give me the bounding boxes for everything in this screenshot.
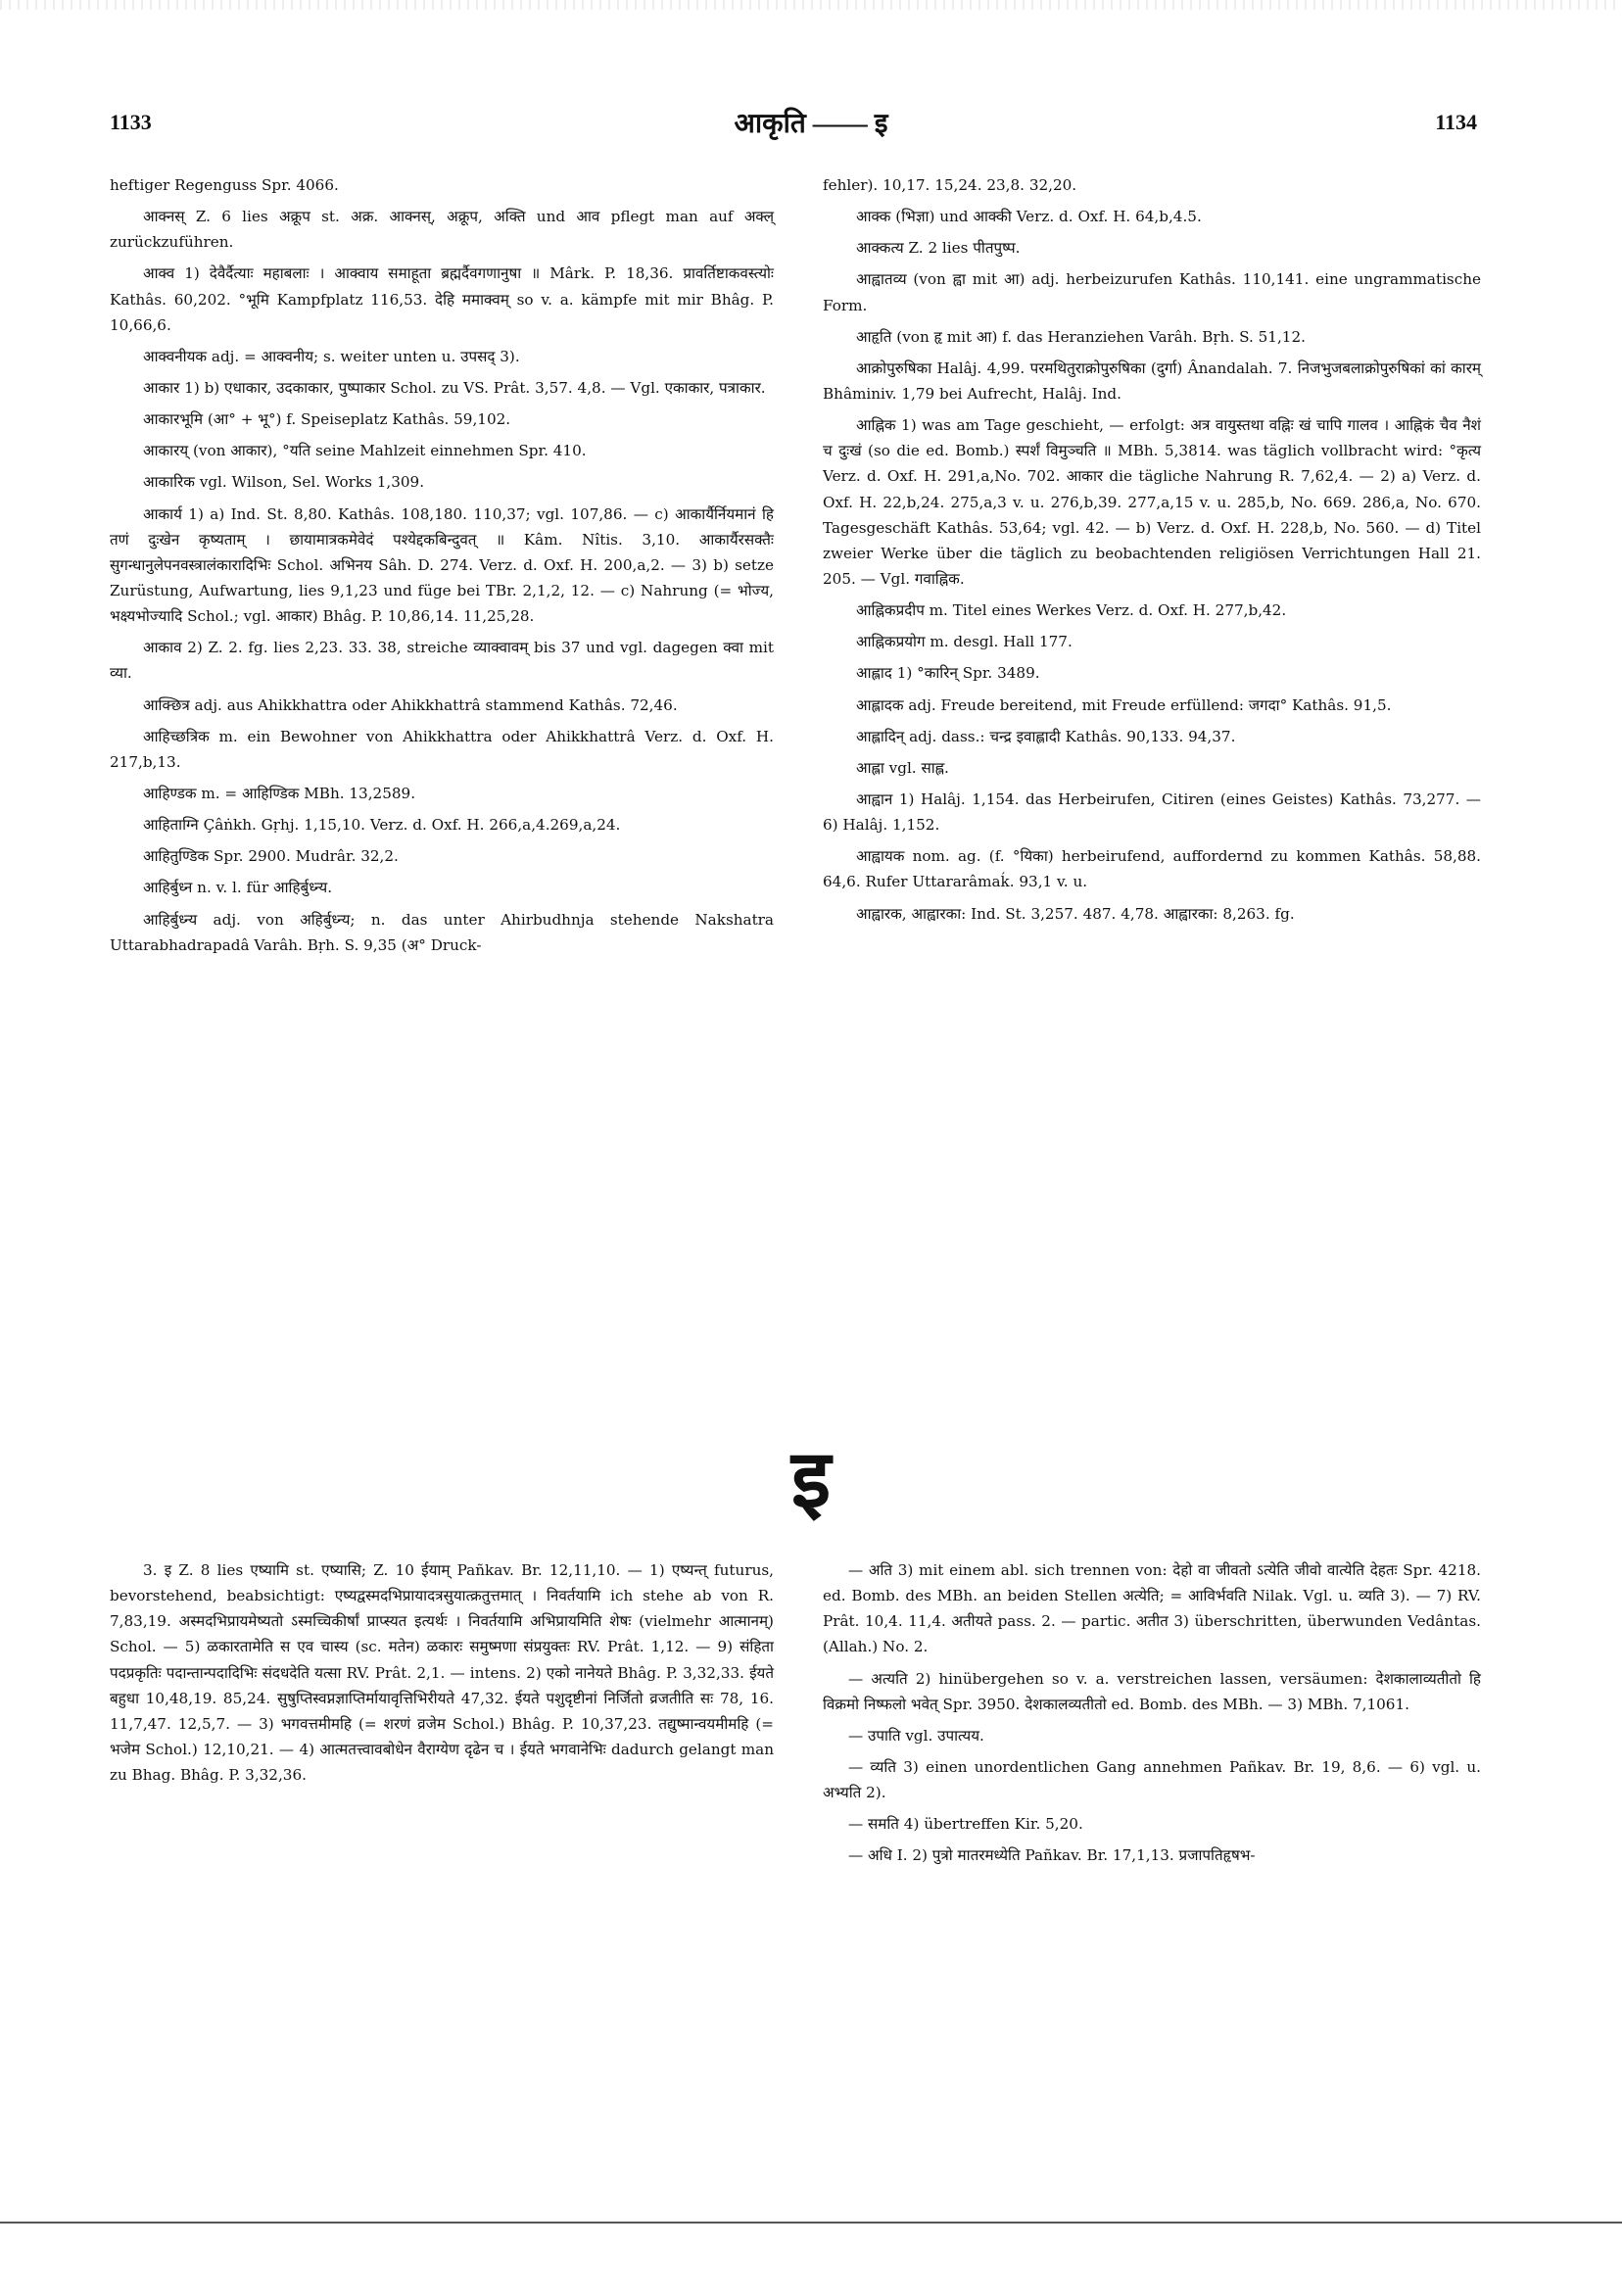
dictionary-entry: आक्नस् Z. 6 lies अक्रूप st. अक्र. आक्नस्, अक्रूप, अक्ति und आव pflegt man auf अक्ल् zurückzuführen. [110, 208, 774, 252]
column-right-bottom [823, 1557, 1481, 1875]
dictionary-entry: आह्लाद 1) °कारिन् Spr. 3489. [856, 664, 1040, 683]
dictionary-entry: आहृति (von हृ mit आ) f. das Heranziehen Varâh. Bṛh. S. 51,12. [856, 327, 1306, 346]
dictionary-entry: आह्वारक, आह्वारका: Ind. St. 3,257. 487. 4,78. आह्वारका: 8,263. fg. [856, 904, 1295, 923]
dictionary-entry: आक्कत्य Z. 2 lies पीतपुष्प. [856, 239, 1021, 258]
dictionary-entry: 3. इ Z. 8 lies एष्यामि st. एष्यासि; Z. 10 ईयाम् Pañkav. Br. 12,11,10. — 1) एष्यन्त् futurus, bevorstehend, beabsichtigt: एष्यद्वस्मदभिप्रायादत्रसुयात्क्रतुत्तमात् । निवर्तयामि ich stehe ab von R. 7,83,19. अस्मदभिप्रायमेष्यतो ऽस्मच्चिकीर्षां प्राप्स्यत इत्यर्थः । निवर्तयामि अभिप्रायमिति शेषः (vielmehr आत्मानम्) Schol. — 5) ळकारतामेति स एव चास्य (sc. मतेन) ळकारः समुष्मणा संप्रयुक्तः RV. Prât. 1,12. — 9) संहिता पदप्रकृतिः पदान्तान्पदादिभिः संदधदेति यत्सा RV. Prât. 2,1. — intens. 2) एको नानेयते Bhâg. P. 3,32,33. ईयते बहुधा 10,48,19. 85,24. सुषुप्तिस्वप्नज्ञाप्तिर्मायावृत्तिभिरीयते 47,32. ईयते पशुदृष्टीनां निर्जितो व्रजतीति सः 78, 16. 11,7,47. 12,5,7. — 3) भगवत्तमीमहि (= शरणं व्रजेम Schol.) Bhâg. P. 10,37,23. तद्युष्मान्वयमीमहि (= भजेम Schol.) 12,10,21. — 4) आत्मतत्त्वावबोधेन वैराग्येण दृढेन च । ईयते भगवानेभिः dadurch gelangt man zu Bhag. Bhâg. P. 3,32,36. [110, 1561, 774, 1785]
dictionary-entry: — समति 4) übertreffen Kir. 5,20. [848, 1815, 1083, 1834]
dictionary-entry: आहिताग्नि Çâṅkh. Gṛhj. 1,15,10. Verz. d. Oxf. H. 266,a,4.269,a,24. [143, 816, 621, 835]
dictionary-entry: आह्वातव्य (von ह्वा mit आ) adj. herbeizurufen Kathâs. 110,141. eine ungrammatische Form. [823, 270, 1481, 314]
dictionary-entry: आह्निकप्रयोग m. desgl. Hall 177. [856, 633, 1073, 651]
dictionary-entry: आहिर्बुध्न्य adj. von अहिर्बुध्न्य; n. das unter Ahirbudhnja stehende Nakshatra Uttarabhadrapadâ Varâh. Bṛh. S. 9,35 (अ° Druck- [110, 910, 774, 954]
dictionary-entry: आह्लादिन् adj. dass.: चन्द्र इवाह्लादी Kathâs. 90,133. 94,37. [856, 727, 1236, 745]
dictionary-entry: आह्लादक adj. Freude bereitend, mit Freude erfüllend: जगदा° Kathâs. 91,5. [856, 695, 1392, 714]
page-number-left: 1133 [110, 110, 152, 134]
page-number-right: 1134 [1435, 110, 1477, 134]
column-right-top [823, 172, 1481, 933]
running-head: आकृति —— इ [734, 109, 888, 139]
dictionary-entry: आहिच्छत्रिक m. ein Bewohner von Ahikkhattra oder Ahikkhattrâ Verz. d. Oxf. H. 217,b,13. [110, 727, 774, 771]
dictionary-entry: आह्निक 1) was am Tage geschieht, — erfolgt: अत्र वायुस्तथा वह्निः खं चापि गालव । आह्निकं चैव नैशं च दुःखं (so die ed. Bomb.) स्पर्शं विमुञ्चति ॥ MBh. 5,3814. was täglich vollbracht wird: °कृत्य Verz. d. Oxf. H. 291,a,No. 702. आकार die tägliche Nahrung R. 7,62,4. — 2) a) Verz. d. Oxf. H. 22,b,24. 275,a,3 v. u. 276,b,39. 277,a,15 v. u. 285,b, No. 669. 286,a, No. 670. Tagesgeschäft Kathâs. 53,64; vgl. 42. — b) Verz. d. Oxf. H. 228,b, No. 560. — d) Titel zweier Werke über die täglich zu beobachtenden religiösen Verrichtungen Hall 21. 205. — Vgl. गवाह्निक. [823, 416, 1481, 588]
dictionary-entry: आह्ला vgl. साह्ल. [856, 758, 949, 777]
dictionary-entry: आहितुण्डिक Spr. 2900. Mudrâr. 32,2. [143, 847, 399, 866]
dictionary-entry: heftiger Regenguss Spr. 4066. [110, 176, 339, 194]
dictionary-entry: आकार्य 1) a) Ind. St. 8,80. Kathâs. 108,180. 110,37; vgl. 107,86. — c) आकार्यैर्नियमानं हि तणं दुःखेन कृष्यताम् । छायामात्रकमेवेदं पश्येद्दकबिन्दुवत् ॥ Kâm. Nîtis. 3,10. आकार्यैरसक्तैः सुगन्धानुलेपनवस्त्रालंकारादिभिः Schol. अभिनय Sâh. D. 274. Verz. d. Oxf. H. 200,a,2. — 3) b) setze Zurüstung, Aufwartung, lies 9,1,23 und füge bei TBr. 2,1,2, 12. — c) Nahrung (= भोज्य, भक्ष्यभोज्यादि Schol.; vgl. आकार) Bhâg. P. 10,86,14. 11,25,28. [110, 504, 774, 626]
dictionary-entry: आहिर्बुध्न n. v. l. für आहिर्बुध्न्य. [143, 879, 333, 897]
dictionary-entry: आकारिक vgl. Wilson, Sel. Works 1,309. [143, 473, 425, 492]
column-left-top [110, 172, 774, 964]
page-bottom-rule [0, 2222, 1622, 2224]
dictionary-entry: आक्व 1) देवैर्दैत्याः महाबलाः । आक्वाय समाहूता ब्रह्मर्दैवगणानुषा ॥ Mârk. P. 18,36. प्रावर्तिष्टाकवस्त्योः Kathâs. 60,202. °भूमि Kampfplatz 116,53. देहि ममाक्वम् so v. a. kämpfe mit mir Bhâg. P. 10,66,6. [110, 264, 774, 334]
scan-edge-noise [0, 0, 1622, 10]
dictionary-entry: आक्रोपुरुषिका Halâj. 4,99. परमथितुराक्रोपुरुषिका (दुर्गा) Ânandalah. 7. निजभुजबलाक्रोपुरुषिकां कां कारम् Bhâminiv. 1,79 bei Aufrecht, Halâj. Ind. [823, 359, 1481, 403]
dictionary-entry: — अधि I. 2) पुत्रो मातरमध्येति Pañkav. Br. 17,1,13. प्रजापतिहृषभ- [848, 1846, 1256, 1865]
dictionary-entry: आकाव 2) Z. 2. fg. lies 2,23. 33. 38, streiche व्याक्वावम् bis 37 und vgl. dagegen क्वा mit व्या. [110, 639, 774, 683]
dictionary-entry: आह्वान 1) Halâj. 1,154. das Herbeirufen, Citiren (eines Geistes) Kathâs. 73,277. — 6) Halâj. 1,152. [823, 789, 1481, 835]
dictionary-entry: आह्वायक nom. ag. (f. °यिका) herbeirufend, auffordernd zu kommen Kathâs. 58,88. 64,6. Rufer Uttararâmaḱ. 93,1 v. u. [823, 847, 1481, 891]
dictionary-entry: आक्छित्र adj. aus Ahikkhattra oder Ahikkhattrâ stammend Kathâs. 72,46. [143, 695, 678, 714]
dictionary-entry: — अत्यति 2) hinübergehen so v. a. verstreichen lassen, versäumen: देशकालाव्यतीतो हि विक्रमो निष्फलो भवेत् Spr. 3950. देशकालव्यतीतो ed. Bomb. des MBh. — 3) MBh. 7,1061. [823, 1669, 1481, 1713]
section-letter-heading: इ [790, 1433, 832, 1526]
dictionary-entry: — व्यति 3) einen unordentlichen Gang annehmen Pañkav. Br. 19, 8,6. — 6) vgl. u. अभ्यति 2). [823, 1757, 1481, 1802]
dictionary-entry: आह्निकप्रदीप m. Titel eines Werkes Verz. d. Oxf. H. 277,b,42. [856, 601, 1287, 620]
dictionary-entry: — अति 3) mit einem abl. sich trennen von: देहो वा जीवतो ऽत्येति जीवो वात्येति देहतः Spr. 4218. ed. Bomb. des MBh. an beiden Stellen अत्येति; = आविर्भवति Nilak. Vgl. u. व्यति 3). — 7) RV. Prât. 10,4. 11,4. अतीयते pass. 2. — partic. अतीत 3) überschritten, überwunden Vedântas. (Allah.) No. 2. [823, 1561, 1481, 1656]
dictionary-entry: fehler). 10,17. 15,24. 23,8. 32,20. [823, 176, 1077, 194]
dictionary-entry: आक्क (भिज्ञा) und आक्की Verz. d. Oxf. H. 64,b,4.5. [856, 208, 1202, 226]
dictionary-entry: आकारभूमि (आ° + भू°) f. Speiseplatz Kathâs. 59,102. [143, 410, 511, 429]
dictionary-entry: आकारय् (von आकार), °यति seine Mahlzeit einnehmen Spr. 410. [143, 442, 587, 460]
dictionary-entry: आकार 1) b) एधाकार, उदकाकार, पुष्पाकार Schol. zu VS. Prât. 3,57. 4,8. — Vgl. एकाकार, पत्राकार. [143, 378, 766, 397]
dictionary-entry: आक्वनीयक adj. = आक्वनीय; s. weiter unten u. उपसद् 3). [143, 347, 520, 365]
column-left-bottom [110, 1557, 774, 1794]
dictionary-entry: आहिण्डक m. = आहिण्डिक MBh. 13,2589. [143, 784, 416, 802]
dictionary-entry: — उपाति vgl. उपात्यय. [848, 1726, 984, 1745]
